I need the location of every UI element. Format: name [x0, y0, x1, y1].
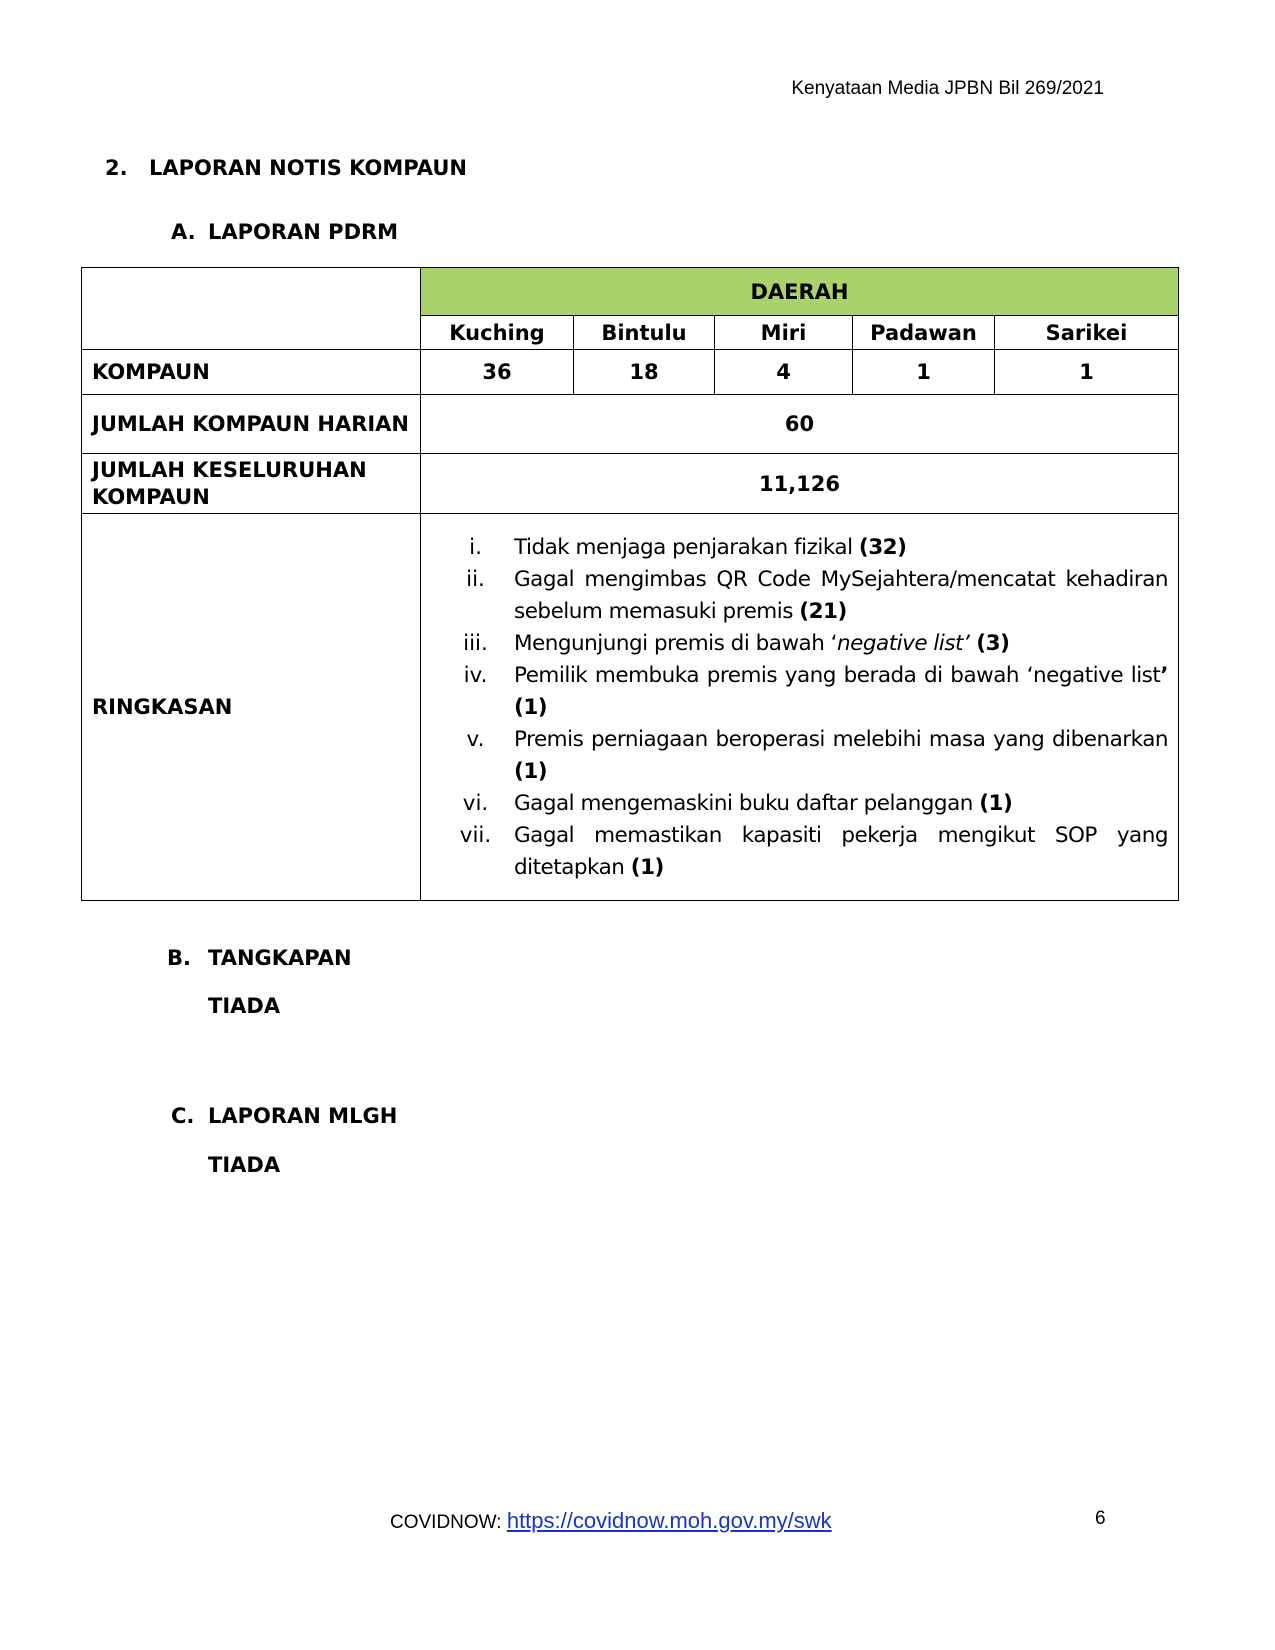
list-item [431, 564, 1168, 628]
keseluruhan-value: 11,126 [421, 454, 1179, 514]
harian-label: JUMLAH KOMPAUN HARIAN [82, 395, 421, 454]
subsection-c-title: LAPORAN MLGH [208, 1104, 398, 1128]
subsection-b-heading [167, 946, 352, 970]
kompaun-miri: 4 [715, 350, 853, 395]
list-numeral: i. [469, 535, 482, 560]
section-title: LAPORAN NOTIS KOMPAUN [149, 156, 467, 180]
ringkasan-cell [421, 514, 1179, 901]
ringkasan-label: RINGKASAN [82, 514, 421, 901]
district-bintulu: Bintulu [574, 316, 715, 350]
covidnow-link[interactable]: https://covidnow.moh.gov.my/swk [506, 1508, 832, 1533]
table-row-harian [82, 395, 1179, 454]
subsection-c-value: TIADA [208, 1153, 281, 1177]
list-count: (1) [979, 791, 1013, 816]
subsection-b-title: TANGKAPAN [208, 946, 352, 970]
district-kuching: Kuching [421, 316, 574, 350]
subsection-a-heading [171, 220, 398, 244]
list-item [431, 628, 1168, 660]
ringkasan-list [431, 514, 1168, 900]
list-item [431, 820, 1168, 884]
kompaun-label: KOMPAUN [82, 350, 421, 395]
kompaun-table [81, 267, 1179, 901]
district-padawan: Padawan [853, 316, 995, 350]
list-numeral: iv. [463, 663, 488, 688]
keseluruhan-label: JUMLAH KESELURUHAN KOMPAUN [82, 454, 421, 514]
subsection-a-letter: A. [171, 220, 196, 244]
list-text: Mengunjungi premis di bawah ‘ [514, 631, 838, 656]
district-miri: Miri [715, 316, 853, 350]
list-count: ’ (1) [514, 663, 1168, 720]
subsection-b-value: TIADA [208, 994, 281, 1018]
harian-value: 60 [421, 395, 1179, 454]
list-numeral: ii. [466, 567, 485, 592]
kompaun-kuching: 36 [421, 350, 574, 395]
list-item [431, 660, 1168, 724]
list-numeral: v. [466, 727, 485, 752]
list-item [431, 788, 1168, 820]
list-text: Tidak menjaga penjarakan fizikal [514, 535, 859, 560]
subsection-c-letter: C. [171, 1104, 195, 1128]
subsection-a-title: LAPORAN PDRM [208, 220, 399, 244]
list-text: Gagal mengemaskini buku daftar pelanggan [514, 791, 980, 816]
list-count: (3) [969, 631, 1010, 656]
list-numeral: vi. [462, 791, 489, 816]
list-count: (32) [858, 535, 907, 560]
section-heading [105, 156, 467, 180]
list-count: (1) [514, 759, 548, 784]
list-count: (21) [799, 599, 847, 624]
page-number: 6 [1095, 1508, 1106, 1529]
list-text: Gagal mengimbas QR Code MySejahtera/mencatat kehadiran sebelum memasuki premis [514, 567, 1168, 624]
list-item [431, 724, 1168, 788]
table-row-kompaun [82, 350, 1179, 395]
section-number: 2. [105, 156, 128, 180]
list-text: Pemilik membuka premis yang berada di bawah ‘negative list [514, 663, 1161, 688]
daerah-header: DAERAH [421, 268, 1179, 316]
empty-corner-cell [82, 268, 421, 350]
footer-label: COVIDNOW: [390, 1512, 507, 1533]
kompaun-bintulu: 18 [574, 350, 715, 395]
table-row-keseluruhan [82, 454, 1179, 514]
list-numeral: iii. [463, 631, 488, 656]
list-item [431, 532, 1168, 564]
subsection-c-heading [171, 1104, 397, 1128]
document-reference: Kenyataan Media JPBN Bil 269/2021 [791, 78, 1104, 99]
list-text: Gagal memastikan kapasiti pekerja mengikut SOP yang ditetapkan [514, 823, 1168, 880]
list-count: (1) [630, 855, 664, 880]
kompaun-padawan: 1 [853, 350, 995, 395]
table-row-daerah [82, 268, 1179, 316]
list-numeral: vii. [459, 823, 492, 848]
list-text-italic: negative list’ [837, 631, 970, 656]
table-row-ringkasan [82, 514, 1179, 901]
list-text: Premis perniagaan beroperasi melebihi masa yang dibenarkan [514, 727, 1168, 752]
subsection-b-letter: B. [167, 946, 191, 970]
district-sarikei: Sarikei [995, 316, 1179, 350]
footer [390, 1508, 832, 1534]
kompaun-sarikei: 1 [995, 350, 1179, 395]
